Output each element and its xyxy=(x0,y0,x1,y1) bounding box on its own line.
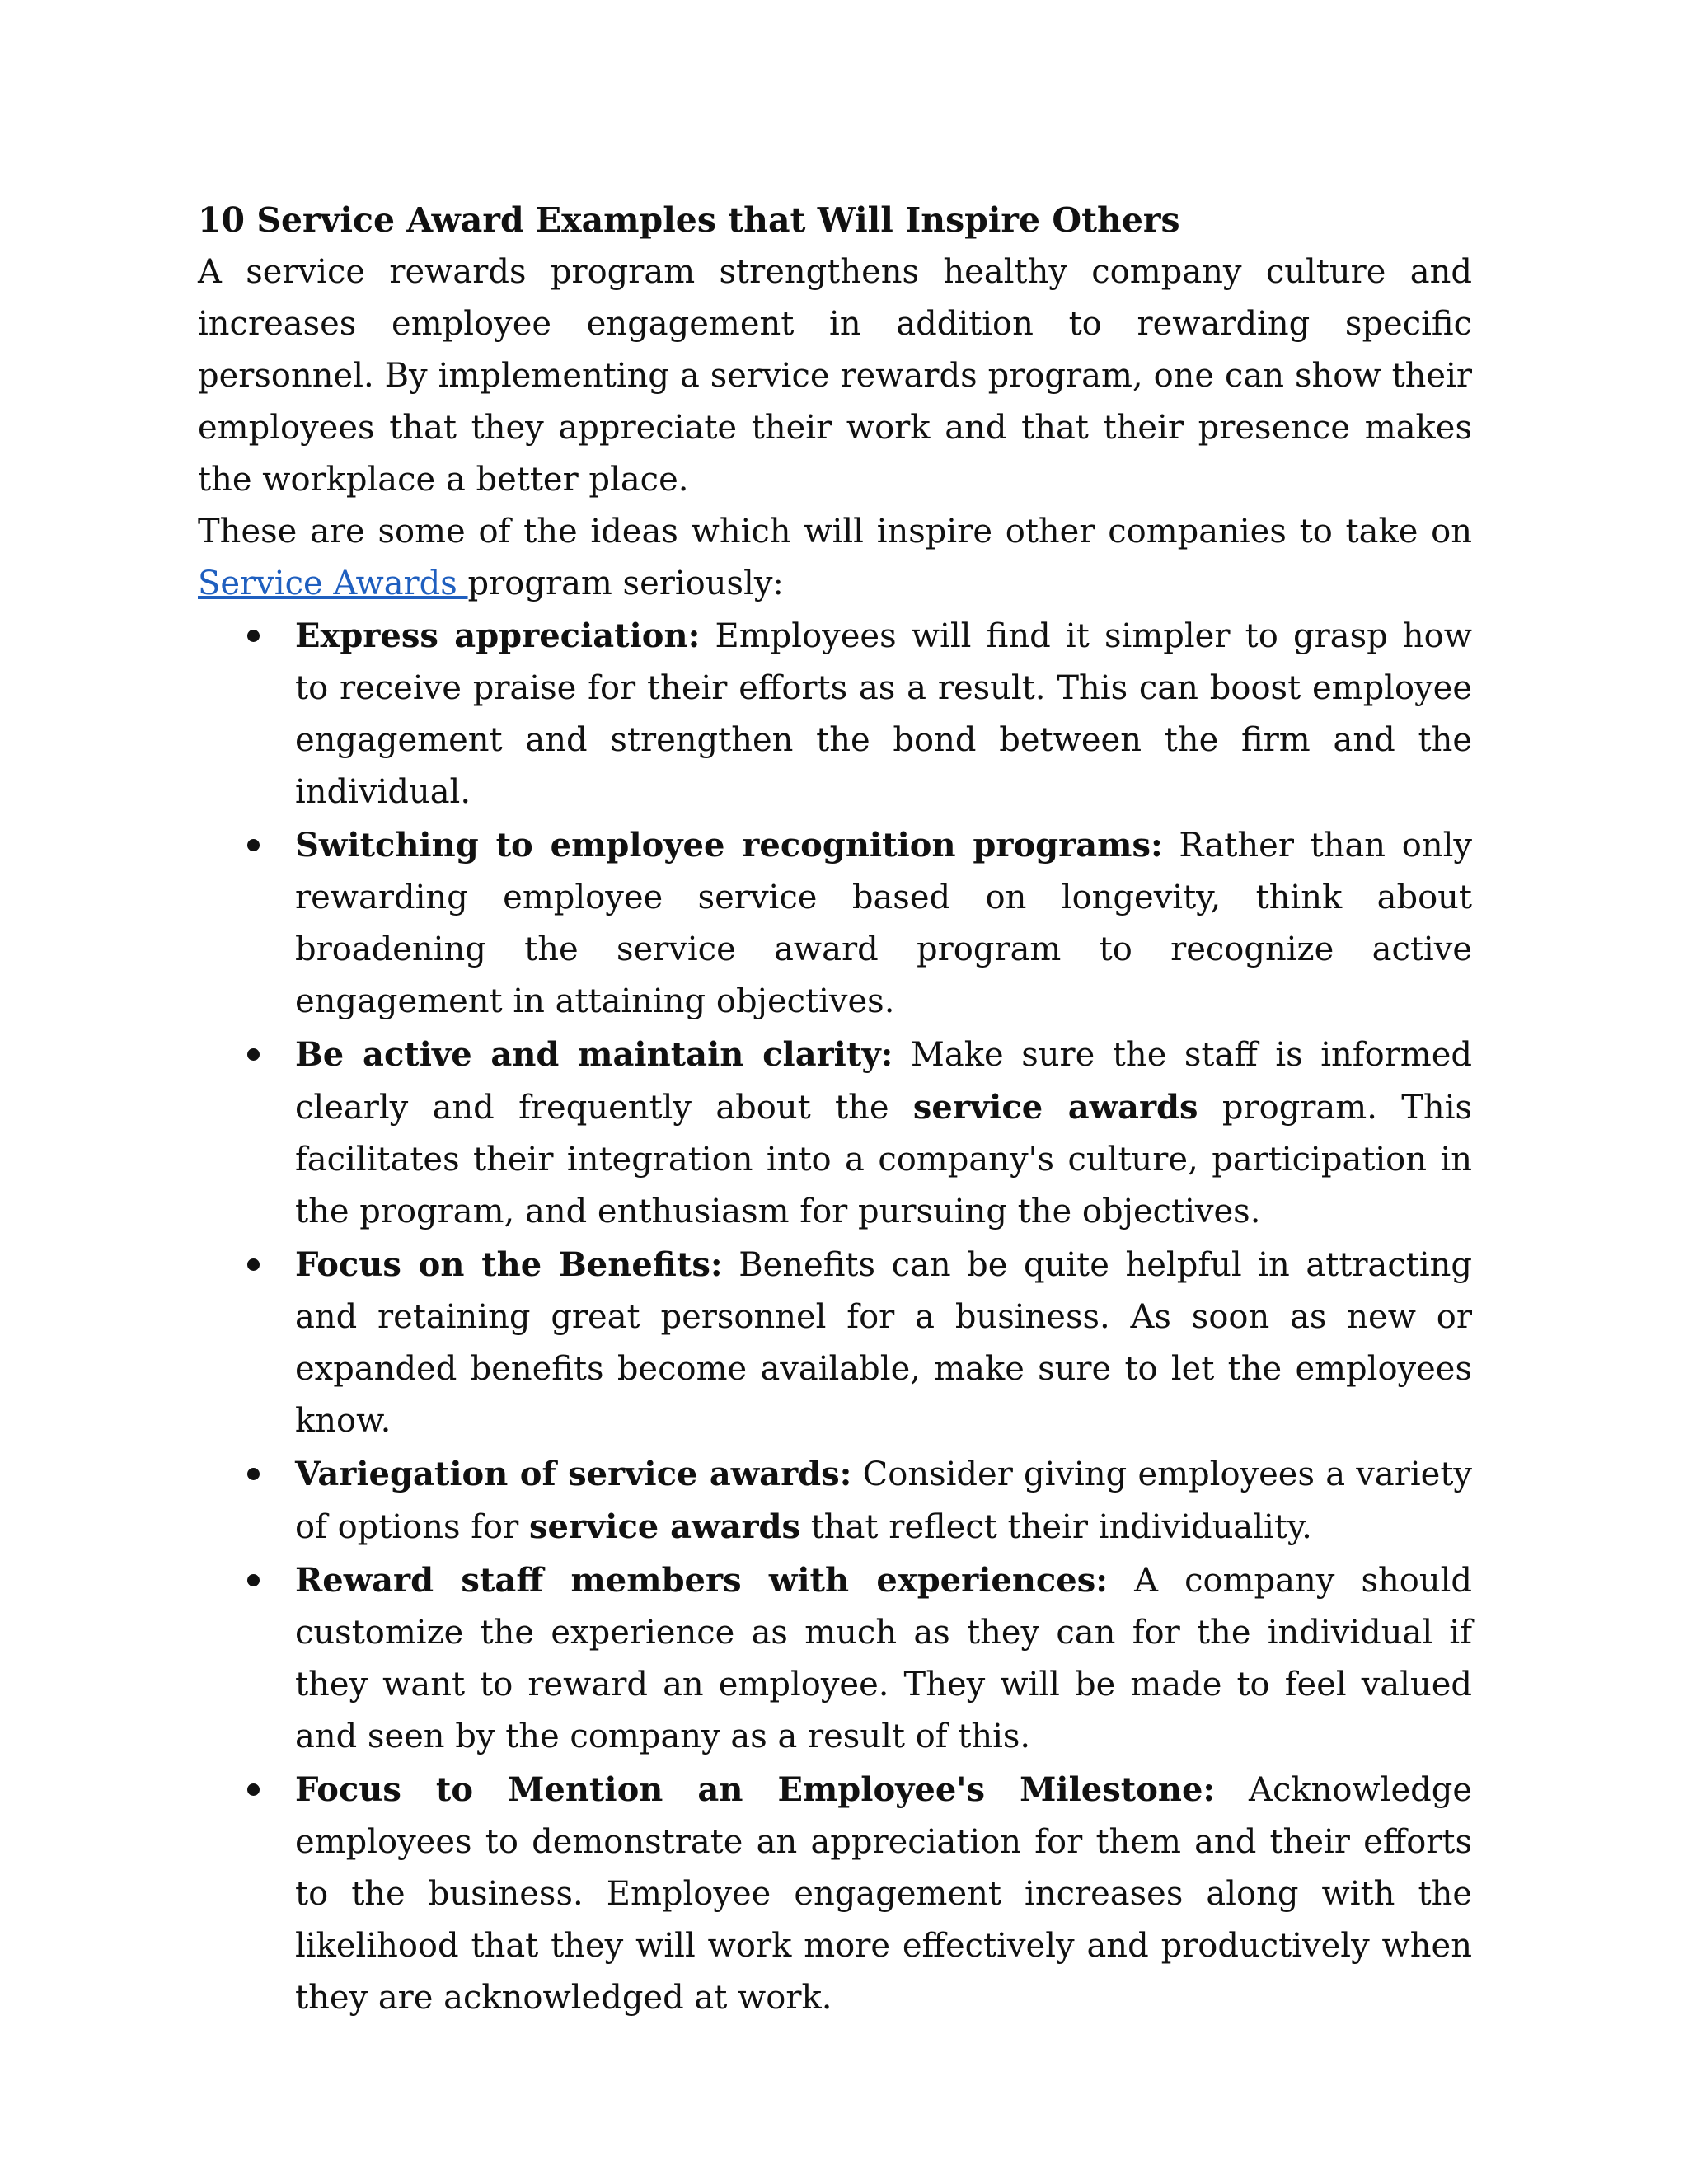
list-item-heading: Variegation of service awards: xyxy=(295,1455,852,1493)
bullet-icon xyxy=(247,1048,260,1061)
list-item-text: A company should customize the experience as much as they can for the individual if they want to reward an employee. They will be made to feel valued and seen by the company as a result of this. xyxy=(295,1562,1473,1755)
list-item xyxy=(198,1239,1472,1447)
list-item-text: that reflect their individuality. xyxy=(800,1508,1312,1546)
list-item xyxy=(198,1554,1472,1763)
list-item xyxy=(198,1764,1472,2024)
list-item-bold-phrase: service awards xyxy=(912,1088,1198,1127)
bullet-icon xyxy=(247,839,260,851)
list-item-text: Rather than only rewarding employee service based on longevity, think about broadening the service award program to recognize active engagement in attaining objectives. xyxy=(295,827,1472,1020)
list-item-text: Benefits can be quite helpful in attracting and retaining great personnel for a business. As soon as new or expanded benefits become available, make sure to let the employees know. xyxy=(295,1246,1473,1440)
list-item-text: Consider giving employees a variety of options for xyxy=(295,1455,1472,1546)
list-item-text: Acknowledge employees to demonstrate an appreciation for them and their efforts to the business. Employee engagement increases along with the likelihood that they will work more effectively and productively when they are acknowledged at work. xyxy=(295,1771,1473,2017)
list-item xyxy=(198,1029,1472,1238)
list-item-heading: Reward staff members with experiences: xyxy=(295,1561,1109,1600)
intro-paragraph: A service rewards program strengthens healthy company culture and increases employee engagement in addition to rewarding specific personnel. By implementing a service rewards program, one can show their employees that they appreciate their work and that their presence makes the workplace a better place. xyxy=(198,253,1472,499)
list-item-text: Make sure the staff is informed clearly and frequently about the xyxy=(295,1036,1472,1127)
list-item-heading: Switching to employee recognition programs: xyxy=(295,826,1163,865)
bullet-icon xyxy=(247,630,260,642)
bullet-icon xyxy=(247,1574,260,1586)
list-item-heading: Be active and maintain clarity: xyxy=(295,1035,893,1074)
list-item xyxy=(198,1448,1472,1554)
list-item-bold-phrase: service awards xyxy=(528,1507,801,1546)
list-item-heading: Focus on the Benefits: xyxy=(295,1245,723,1284)
ideas-paragraph xyxy=(198,506,1472,610)
document-page xyxy=(198,194,1472,2025)
list-item-heading: Express appreciation: xyxy=(295,616,701,655)
list-item-heading: Focus to Mention an Employee's Milestone: xyxy=(295,1770,1216,1809)
list-item-text: program. This facilitates their integration into a company's culture, participation in the program, and enthusiasm for pursuing the objectives. xyxy=(295,1089,1473,1230)
service-awards-link[interactable]: Service Awards xyxy=(198,565,468,602)
list-item xyxy=(198,610,1472,818)
ideas-suffix: program seriously: xyxy=(467,565,784,602)
ideas-prefix: These are some of the ideas which will inspire other companies to take on xyxy=(198,513,1472,551)
bullet-icon xyxy=(247,1468,260,1480)
ideas-list xyxy=(198,610,1472,2024)
document-title: 10 Service Award Examples that Will Inspire Others xyxy=(198,200,1180,240)
list-item xyxy=(198,819,1472,1028)
list-item-text: Employees will find it simpler to grasp how to receive praise for their efforts as a result. This can boost employee engagement and strengthen the bond between the firm and the individual. xyxy=(295,617,1473,811)
bullet-icon xyxy=(247,1258,260,1271)
bullet-icon xyxy=(247,1783,260,1796)
